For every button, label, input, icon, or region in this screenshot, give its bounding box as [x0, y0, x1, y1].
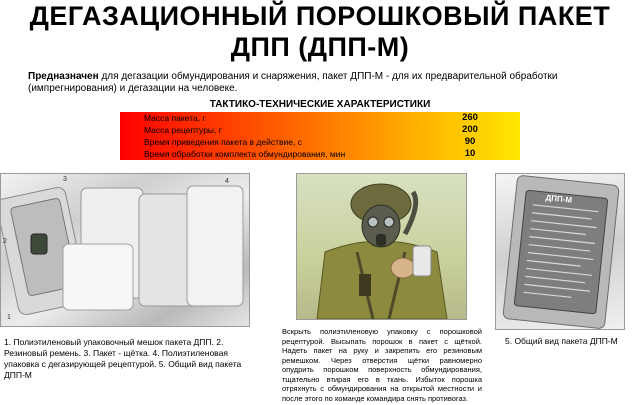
spec-value: 200 [462, 124, 478, 135]
package-label: ДПП-М [545, 193, 573, 205]
spec-label: Время обработки комплекта обмундирования, мин [144, 149, 346, 159]
page-subtitle: ДПП (ДПП-М) [230, 32, 410, 62]
spec-value: 260 [462, 112, 478, 123]
spec-label: Масса пакета, г [144, 113, 206, 123]
figure-number: 1 [7, 314, 11, 321]
spec-label: Время приведения пакета в действие, с [144, 137, 302, 147]
dpp-m-package-illustration [496, 174, 624, 329]
page-title: ДЕГАЗАЦИОННЫЙ ПОРОШКОВЫЙ ПАКЕТ [29, 1, 611, 31]
intro-text: для дегазации обмундирования и снаряжения, пакет ДПП-М - для их предварительной обработки (импрегнирования) и дегазации на человеке. [28, 71, 558, 94]
caption-overview: 5. Общий вид пакета ДПП-М [505, 336, 618, 346]
caption-instructions: Вскрыть полиэтиленовую упаковку с порошковой рецептурой. Высыпать порошок в пакет с щёткой. Надеть пакет на руку и закрепить его резиновым ремешком. Через отверстия щётки равномерно опудрить порошком поверхность обмундирования, тщательно втирая его в ткань. Избыток порошка отряхнуть с обмундирования на открытой местности и после этого по команде командира снять противогаз. [282, 327, 482, 403]
spec-label: Масса рецептуры, г [144, 125, 222, 135]
figure-number: 4 [225, 178, 229, 185]
spec-value: 10 [464, 148, 476, 159]
figure-number: 3 [63, 176, 67, 183]
spec-row [120, 136, 520, 148]
spec-row [120, 124, 520, 136]
soldier-illustration [297, 174, 466, 319]
figure-number: 2 [3, 238, 7, 245]
intro-paragraph [28, 71, 634, 95]
specs-table [120, 112, 520, 160]
spec-value: 90 [464, 136, 476, 147]
soldier-image [296, 173, 467, 320]
dpp-m-package-image [495, 173, 625, 330]
package-components-illustration [1, 174, 249, 326]
specs-title: ТАКТИКО-ТЕХНИЧЕСКИЕ ХАРАКТЕРИСТИКИ [209, 99, 431, 110]
intro-bold: Предназначен [28, 71, 99, 82]
package-components-image [0, 173, 250, 327]
caption-components: 1. Полиэтиленовый упаковочный мешок пакета ДПП. 2. Резиновый ремень. 3. Пакет - щётка. 4. Полиэтиленовая упаковка с дегазирующей рецептурой. 5. Общий вид пакета ДПП-М [4, 337, 242, 380]
spec-row [120, 112, 520, 124]
spec-row [120, 148, 520, 160]
